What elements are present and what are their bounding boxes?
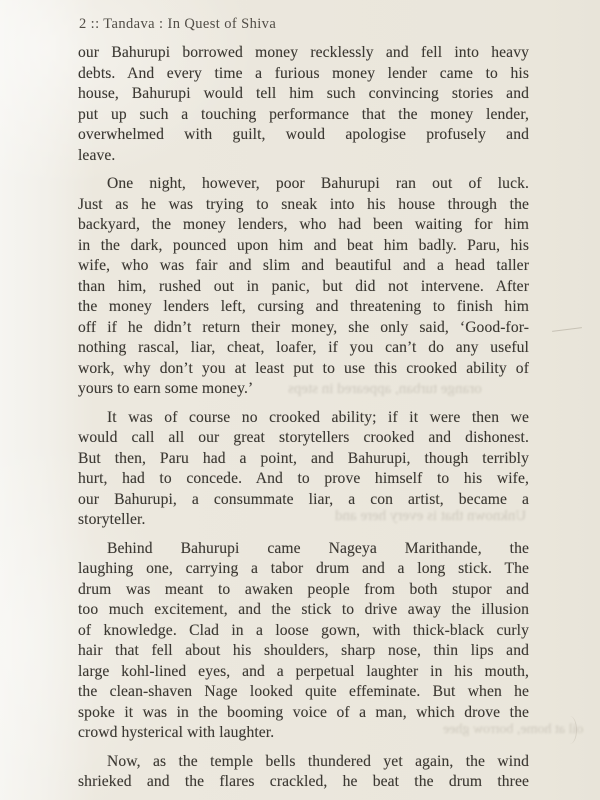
text-line: the money lenders left, cursing and threatening to finish him — [78, 298, 529, 315]
text-line: put up such a touching performance that the money lender, — [78, 105, 529, 123]
text-line: in the dark, pounced upon him and beat him badly. Paru, his — [78, 236, 529, 254]
text-line: work, why don’t you at least put to use this crooked ability of — [78, 359, 529, 377]
text-line: of knowledge. Clad in a loose gown, with thick-black curly — [78, 621, 529, 639]
bleed-through-text: orange turban, appeared in steps — [288, 381, 482, 397]
paragraph-3 — [78, 408, 529, 531]
text-line: nothing rascal, liar, cheat, loafer, if you can’t do any useful — [78, 339, 529, 356]
text-line: our Bahurupi borrowed money recklessly and fell into heavy — [78, 44, 529, 61]
text-line: the clean-shaven Nage looked quite effeminate. But when he — [78, 683, 529, 700]
text-line: It was of course no crooked ability; if it were then we — [107, 408, 529, 426]
scan-artifact-curve — [563, 716, 577, 744]
scan-artifact-line — [552, 327, 582, 332]
text-line: But then, Paru had a point, and Bahurupi, though terribly — [78, 449, 529, 467]
text-line: would call all our great storytellers crooked and dishonest. — [78, 429, 529, 446]
bleed-through-text: oil at home, borrow ghee — [443, 722, 584, 737]
text-line: hair that fell about his shoulders, sharp nose, thin lips and — [78, 642, 529, 659]
running-header: 2 :: Tandava : In Quest of Shiva — [79, 16, 277, 32]
text-line: Just as he was trying to sneak into his house through the — [78, 195, 529, 213]
text-line: shrieked and the flares crackled, he beat the drum three — [78, 773, 529, 790]
text-line: house, Bahurupi would tell him such convincing stories and — [78, 85, 529, 102]
bleed-through-text: Unknown that is every here and — [335, 508, 527, 524]
text-line: yours to earn some money.’ — [78, 380, 254, 397]
text-line: Behind Bahurupi came Nageya Marithande, the — [107, 539, 529, 557]
text-line: storyteller. — [78, 511, 146, 528]
text-line: drum was meant to awaken people from both stupor and — [78, 580, 529, 598]
text-line: hurt, had to concede. And to prove himself to his wife, — [78, 470, 529, 487]
text-line: backyard, the money lenders, who had been waiting for him — [78, 216, 529, 233]
text-line: laughing one, carrying a tabor drum and a long stick. The — [78, 560, 529, 577]
text-line: our Bahurupi, a consummate liar, a con artist, became a — [78, 490, 529, 508]
text-line: One night, however, poor Bahurupi ran out of luck. — [107, 175, 529, 192]
text-line: leave. — [78, 146, 116, 164]
text-line: crowd hysterical with laughter. — [78, 724, 275, 741]
text-line: large kohl-lined eyes, and a perpetual laughter in his mouth, — [78, 662, 529, 680]
paragraph-2 — [78, 174, 529, 400]
text-line: too much excitement, and the stick to drive away the illusion — [78, 601, 529, 618]
text-line: wife, who was fair and slim and beautiful and a head taller — [78, 257, 529, 274]
text-line: overwhelmed with guilt, would apologise profusely and — [78, 126, 529, 143]
text-line: off if he didn’t return their money, she only said, ‘Good-for- — [78, 318, 529, 336]
text-line: debts. And every time a furious money lender came to his — [78, 64, 529, 82]
paragraph-4 — [78, 539, 529, 744]
text-line: Now, as the temple bells thundered yet again, the wind — [107, 752, 529, 770]
text-line: spoke it was in the booming voice of a man, which drove the — [78, 703, 529, 721]
paragraph-1 — [78, 43, 529, 166]
body-text — [78, 43, 529, 793]
text-line: than him, rushed out in panic, but did not intervene. After — [78, 277, 529, 295]
paragraph-5 — [78, 752, 529, 793]
